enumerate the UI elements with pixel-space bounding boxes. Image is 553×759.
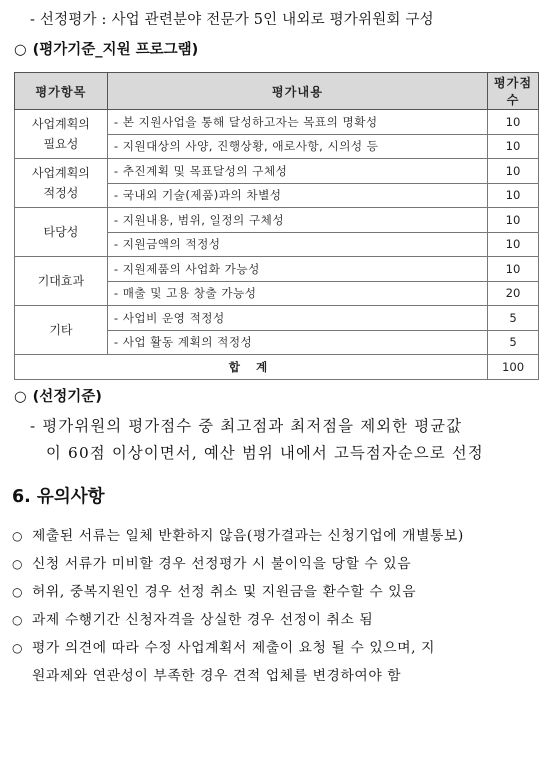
criterion-cell: - 지원금액의 적정성 — [107, 232, 487, 257]
selection-criteria-title: (선정기준) — [32, 389, 102, 405]
score-cell: 5 — [488, 306, 539, 331]
criterion-cell: - 사업비 운영 적정성 — [107, 306, 487, 331]
note-item — [12, 550, 547, 578]
table-header-row — [15, 73, 539, 110]
criterion-cell: - 매출 및 고용 창출 가능성 — [107, 281, 487, 306]
criterion-cell: - 사업 활동 계획의 적정성 — [107, 330, 487, 355]
note-item — [12, 578, 547, 606]
note-text: 과제 수행기간 신청자격을 상실한 경우 선정이 취소 됨 — [32, 612, 374, 628]
header-score: 평가점수 — [488, 73, 539, 110]
note-text: 평가 의견에 따라 수정 사업계획서 제출이 요청 될 수 있으며, 지 — [32, 640, 436, 656]
circle-bullet-icon: ○ — [14, 42, 27, 58]
note-text: 원과제와 연관성이 부족한 경우 견적 업체를 변경하여야 함 — [32, 668, 402, 684]
circle-bullet-icon: ○ — [12, 529, 24, 543]
selection-criteria-heading — [14, 385, 102, 406]
criterion-cell: - 지원제품의 사업화 가능성 — [107, 257, 487, 282]
selection-criteria-text — [30, 413, 540, 467]
score-cell: 20 — [488, 281, 539, 306]
circle-bullet-icon: ○ — [14, 389, 27, 405]
notes-list — [12, 522, 547, 690]
note-item — [12, 522, 547, 550]
table-row — [15, 208, 539, 233]
eval-criteria-heading — [14, 38, 198, 59]
evaluation-table — [14, 72, 539, 380]
table-row — [15, 110, 539, 135]
intro-line: - 선정평가 : 사업 관련분야 전문가 5인 내외로 평가위원회 구성 — [30, 12, 434, 28]
circle-bullet-icon: ○ — [12, 557, 24, 571]
criterion-cell: - 본 지원사업을 통해 달성하고자는 목표의 명확성 — [107, 110, 487, 135]
category-cell: 타당성 — [15, 208, 108, 257]
category-cell: 사업계획의 필요성 — [15, 110, 108, 159]
criterion-cell: - 추진계획 및 목표달성의 구체성 — [107, 159, 487, 184]
score-cell: 10 — [488, 208, 539, 233]
total-row — [15, 355, 539, 380]
score-cell: 10 — [488, 110, 539, 135]
category-cell: 기대효과 — [15, 257, 108, 306]
note-item — [12, 606, 547, 634]
criterion-cell: - 지원내용, 범위, 일정의 구체성 — [107, 208, 487, 233]
score-cell: 10 — [488, 159, 539, 184]
total-score: 100 — [488, 355, 539, 380]
circle-bullet-icon: ○ — [12, 585, 24, 599]
note-text: 신청 서류가 미비할 경우 선정평가 시 불이익을 당할 수 있음 — [32, 556, 412, 572]
total-label: 합 계 — [15, 355, 488, 380]
criterion-cell: - 지원대상의 사양, 진행상황, 애로사항, 시의성 등 — [107, 134, 487, 159]
score-cell: 10 — [488, 257, 539, 282]
section-6-title: 6. 유의사항 — [12, 487, 105, 507]
header-category: 평가항목 — [15, 73, 108, 110]
category-cell: 기타 — [15, 306, 108, 355]
eval-criteria-title: (평가기준_지원 프로그램) — [32, 42, 199, 58]
score-cell: 10 — [488, 134, 539, 159]
table-row — [15, 257, 539, 282]
criteria-line: 이 60점 이상이면서, 예산 범위 내에서 고득점자순으로 선정 — [46, 444, 484, 462]
header-content: 평가내용 — [107, 73, 487, 110]
criteria-line: - 평가위원의 평가점수 중 최고점과 최저점을 제외한 평균값 — [30, 417, 463, 435]
circle-bullet-icon: ○ — [12, 613, 24, 627]
score-cell: 10 — [488, 232, 539, 257]
note-item — [12, 634, 547, 690]
circle-bullet-icon: ○ — [12, 641, 24, 655]
score-cell: 10 — [488, 183, 539, 208]
criterion-cell: - 국내외 기술(제품)과의 차별성 — [107, 183, 487, 208]
category-cell: 사업계획의 적정성 — [15, 159, 108, 208]
table-row — [15, 159, 539, 184]
table-row — [15, 306, 539, 331]
note-text: 제출된 서류는 일체 반환하지 않음(평가결과는 신청기업에 개별통보) — [32, 528, 464, 544]
score-cell: 5 — [488, 330, 539, 355]
note-text: 허위, 중복지원인 경우 선정 취소 및 지원금을 환수할 수 있음 — [32, 584, 417, 600]
